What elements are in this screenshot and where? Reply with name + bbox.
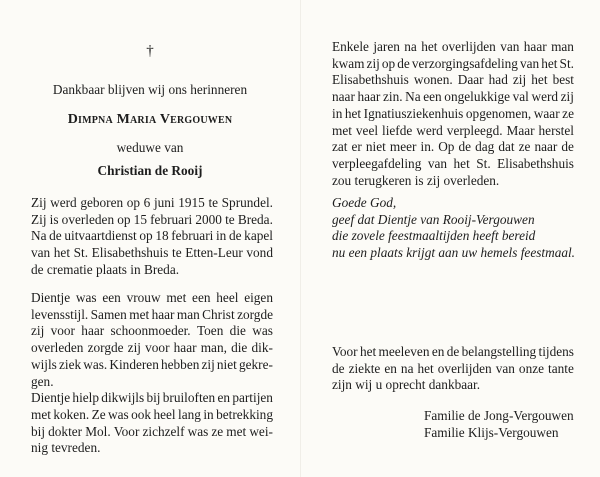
word: partijen	[232, 390, 273, 406]
word: dag	[475, 139, 495, 155]
word: te	[225, 211, 235, 227]
word: levensstijl.	[31, 306, 89, 322]
word: het	[531, 72, 548, 88]
word: met	[226, 423, 247, 439]
text-line	[31, 195, 273, 212]
word: ziek	[58, 356, 82, 372]
text-line	[332, 139, 574, 156]
word: overleden	[61, 211, 115, 227]
word: hielp	[72, 390, 100, 406]
text-line	[332, 361, 574, 378]
word: het	[453, 155, 470, 171]
word: van	[427, 155, 448, 171]
word: verpleegafdeling	[332, 155, 422, 171]
word: verpleegd.	[446, 122, 503, 138]
word: op	[117, 211, 131, 227]
biography-paragraph	[31, 195, 273, 279]
thanks-paragraph	[332, 344, 574, 394]
word: Zij	[31, 195, 47, 210]
word: februari	[150, 211, 193, 227]
word: 15	[133, 211, 147, 227]
word: het	[53, 245, 71, 261]
word: haar	[523, 39, 547, 54]
word: de	[561, 139, 574, 155]
cross-icon: †	[146, 43, 154, 59]
text-line	[332, 39, 574, 56]
word: overleden	[31, 340, 84, 356]
word: opgenomen,	[465, 105, 532, 121]
word: St.	[73, 245, 89, 261]
text-line	[31, 212, 273, 229]
text-line	[31, 228, 273, 245]
word: uitvaartdienst	[64, 228, 137, 244]
family-name: Familie Klijs-Vergouwen	[424, 424, 559, 440]
word: Zij	[31, 211, 47, 227]
word: Sprundel.	[221, 195, 273, 210]
word: ze	[562, 105, 574, 121]
word: was	[252, 323, 273, 339]
word: de	[49, 228, 62, 244]
word: een	[102, 290, 121, 305]
word: de	[332, 360, 345, 376]
word: geboren	[80, 195, 124, 210]
text-line	[332, 89, 574, 106]
story-paragraph	[332, 39, 574, 189]
word: zij	[127, 340, 141, 356]
word: belangstelling	[461, 344, 537, 359]
word: gekre-	[238, 356, 273, 372]
word: hebben	[160, 356, 200, 372]
word: de	[228, 228, 242, 244]
text-line: nig tevreden.	[31, 440, 101, 456]
word: Kinderen	[109, 356, 159, 372]
word: in	[203, 406, 214, 422]
word: Daar	[457, 72, 484, 88]
word: wijls	[31, 356, 57, 372]
word: het	[421, 39, 438, 54]
word: Op	[438, 139, 455, 155]
word: heel	[216, 290, 239, 305]
word: een	[192, 290, 211, 305]
text-line	[31, 390, 273, 407]
word: dokter	[48, 423, 83, 439]
word: niet	[216, 356, 237, 372]
word: van	[500, 39, 520, 54]
word: bruiloften	[162, 390, 216, 406]
word: Na	[405, 89, 421, 105]
word: jaren	[373, 39, 400, 54]
word: haar	[81, 323, 105, 339]
word: is	[49, 211, 59, 227]
word: de	[397, 55, 410, 71]
word: het	[417, 360, 434, 376]
word: ze	[518, 139, 531, 155]
word: had	[488, 72, 508, 88]
word: de	[446, 344, 460, 359]
word: voor	[145, 340, 170, 356]
word: van	[31, 245, 51, 261]
text-line	[31, 357, 273, 374]
word: Samen	[90, 306, 127, 322]
text-line	[31, 307, 273, 324]
word: koken.	[53, 406, 90, 422]
word: zorgde	[87, 340, 124, 356]
word: Etten-Leur	[185, 245, 243, 261]
word: na	[400, 360, 414, 376]
word: Enkele	[332, 39, 369, 54]
text-line	[31, 323, 273, 340]
word: Ignatiusziekenhuis	[363, 105, 464, 121]
text-line: geef dat Dientje van Rooij-Vergouwen	[332, 211, 535, 227]
word: werd	[50, 195, 77, 210]
word: die	[229, 323, 246, 339]
word: was	[75, 290, 97, 305]
word: 2000	[195, 211, 222, 227]
text-line	[332, 106, 574, 123]
word: februari	[171, 228, 214, 244]
word: liefde	[382, 122, 413, 138]
word: St.	[559, 55, 574, 71]
word: haar	[173, 340, 197, 356]
word: met	[129, 306, 150, 322]
word: ook	[131, 406, 152, 422]
word: het	[541, 55, 558, 71]
word: haar	[151, 306, 175, 322]
text-line	[332, 56, 574, 73]
word: in	[332, 105, 343, 121]
text-line	[31, 340, 273, 357]
word: in.	[420, 139, 435, 155]
text-line	[332, 156, 574, 173]
word: dik-	[251, 340, 273, 356]
word: betrekking	[216, 406, 273, 422]
word: van	[520, 55, 540, 71]
word: was	[108, 406, 129, 422]
word: haar	[357, 89, 381, 105]
text-line	[31, 424, 273, 441]
word: St.	[476, 155, 491, 171]
word: man	[176, 306, 200, 322]
word: zorgde	[237, 306, 273, 322]
word: Elisabethshuis	[497, 155, 574, 171]
word: wonen.	[413, 72, 453, 88]
word: Christ	[202, 306, 235, 322]
word: ze	[211, 423, 224, 439]
word: meeleven	[378, 344, 430, 359]
word: onze	[518, 360, 545, 376]
word: heel	[153, 406, 176, 422]
word: op	[139, 228, 153, 244]
word: in	[215, 228, 227, 244]
word: van	[495, 360, 515, 376]
spouse-name: Christian de Rooij	[97, 163, 203, 178]
word: zij	[201, 356, 215, 372]
word: en	[431, 344, 445, 359]
word: zat	[332, 139, 348, 155]
text-line	[31, 290, 273, 307]
word: Dientje	[31, 390, 71, 406]
text-line: de crematie plaats in Breda.	[31, 261, 180, 277]
word: meer	[389, 139, 417, 155]
word: dikwijls	[101, 390, 145, 406]
word: Na	[31, 228, 47, 244]
word: op	[381, 55, 396, 71]
word: herstel	[538, 122, 574, 138]
relation-text: weduwe van	[116, 140, 184, 155]
word: lang	[178, 406, 201, 422]
word: het	[344, 105, 362, 121]
prayer-paragraph	[332, 195, 574, 262]
word: 6	[143, 195, 151, 210]
family-signatures	[424, 408, 574, 441]
word: vond	[246, 245, 273, 261]
word: vrouw	[126, 290, 161, 305]
text-line	[332, 72, 574, 89]
text-line: nu een plaats krijgt aan uw hemels feestmaal.	[332, 245, 576, 261]
life-paragraph	[31, 290, 273, 457]
word: de	[458, 139, 472, 155]
word: man,	[200, 340, 227, 356]
word: die	[231, 340, 248, 356]
word: overlijden	[441, 39, 496, 54]
word: Dientje	[31, 290, 71, 305]
word: met	[31, 406, 51, 422]
word: zichzelf	[142, 423, 185, 439]
word: en	[384, 360, 397, 376]
word: met	[332, 122, 352, 138]
intro-text: Dankbaar blijven wij ons herinneren	[52, 82, 248, 97]
word: ziekte	[348, 360, 381, 376]
word: wei-	[249, 423, 273, 439]
word: 18	[155, 228, 169, 244]
word: werd	[416, 122, 443, 138]
word: Mol.	[85, 423, 111, 439]
word: zij	[366, 55, 380, 71]
family-name: Familie de Jong-Vergouwen	[424, 408, 574, 423]
word: naar	[332, 89, 355, 105]
word: tante	[548, 360, 574, 376]
word: was.	[83, 356, 108, 372]
word: overlijden	[437, 360, 492, 376]
word: Voor	[332, 344, 358, 359]
word: zij	[560, 89, 574, 105]
word: er	[351, 139, 362, 155]
word: werd	[531, 89, 559, 105]
word: het	[359, 344, 377, 359]
word: Breda.	[237, 211, 273, 227]
word: zin.	[382, 89, 403, 105]
word: tijdens	[538, 344, 574, 359]
word: zij	[512, 72, 527, 88]
word: verzorgingsafdeling	[411, 55, 518, 71]
word: voor	[50, 323, 75, 339]
word: dat	[498, 139, 515, 155]
word: Toen	[196, 323, 224, 339]
word: juni	[153, 195, 175, 210]
word: Maar	[506, 122, 535, 138]
word: ongelukkige	[444, 89, 511, 105]
word: kwam	[332, 55, 365, 71]
word: zij	[31, 323, 45, 339]
text-line	[332, 123, 574, 140]
word: schoonmoeder.	[110, 323, 191, 339]
text-line	[31, 245, 273, 262]
word: bij	[31, 423, 46, 439]
word: val	[512, 89, 529, 105]
word: bij	[146, 390, 161, 406]
text-line: die zovele feestmaaltijden heeft bereid	[332, 228, 536, 244]
word: niet	[365, 139, 386, 155]
word: Elisabethshuis	[332, 72, 409, 88]
text-line: Goede God,	[332, 195, 397, 210]
deceased-name: Dimpna Maria Vergouwen	[67, 112, 233, 127]
word: 1915	[178, 195, 205, 210]
word: veel	[355, 122, 379, 138]
word: man	[551, 39, 574, 54]
word: best	[552, 72, 574, 88]
text-line	[31, 407, 273, 424]
word: kapel	[244, 228, 273, 244]
word: op	[126, 195, 141, 210]
word: een	[423, 89, 442, 105]
word: naar	[534, 139, 558, 155]
word: waar	[533, 105, 560, 121]
word: met	[166, 290, 187, 305]
text-line: zijn wij u oprecht dankbaar.	[332, 377, 481, 393]
word: Voor	[113, 423, 140, 439]
word: Elisabethshuis	[91, 245, 169, 261]
text-line: zou terugkeren is zij overleden.	[332, 172, 500, 188]
word: te	[172, 245, 182, 261]
text-line: gen.	[31, 373, 54, 389]
word: na	[404, 39, 417, 54]
word: Ze	[91, 406, 106, 422]
word: te	[208, 195, 219, 210]
word: en	[217, 390, 231, 406]
word: eigen	[244, 290, 273, 305]
text-line	[332, 344, 574, 361]
word: was	[187, 423, 209, 439]
